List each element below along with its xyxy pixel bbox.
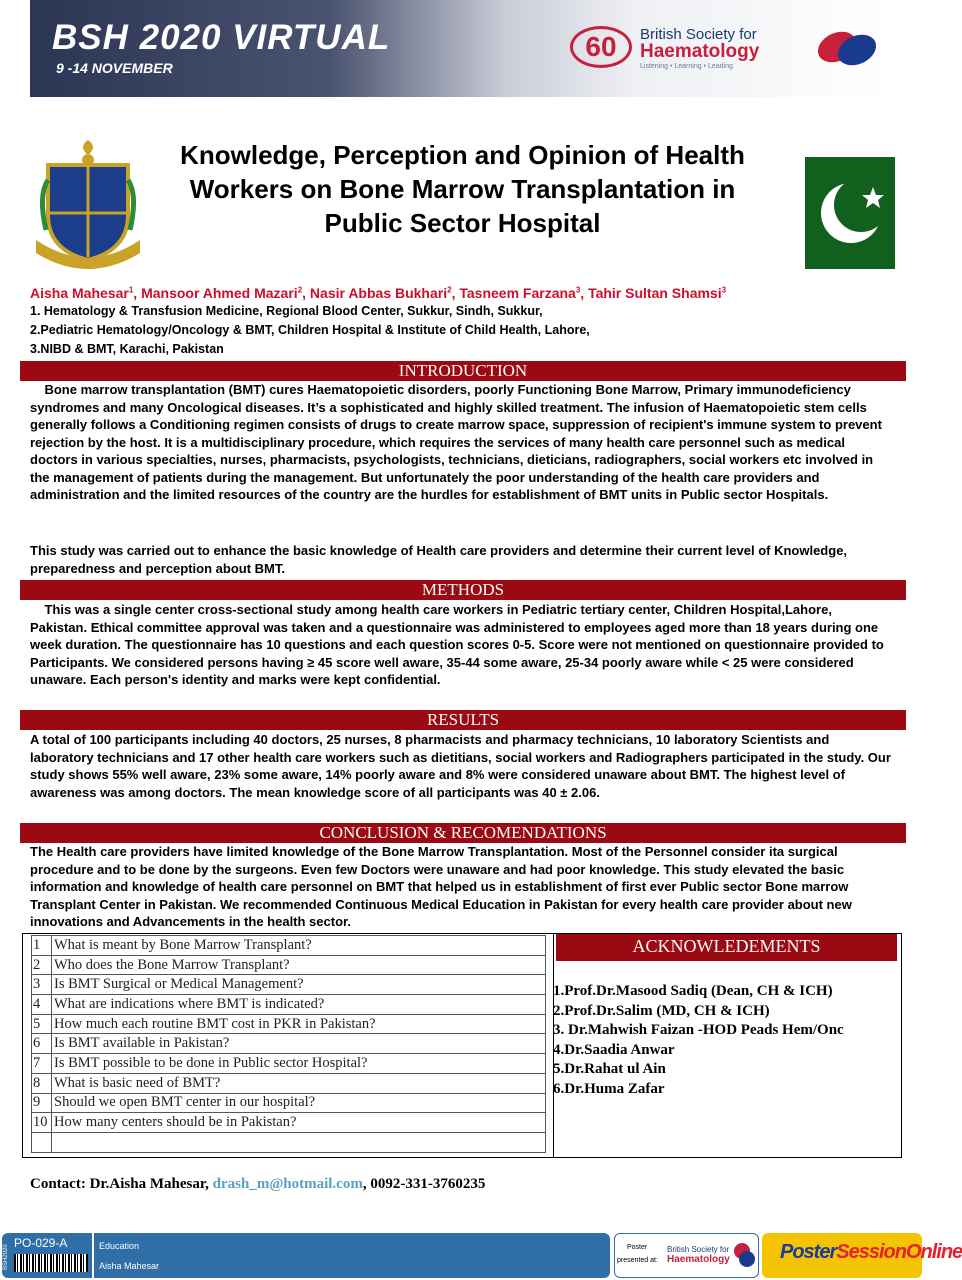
acknowledgements-list: [553, 982, 844, 1099]
results-text: A total of 100 participants including 40 doctors, 25 nurses, 8 pharmacists and pharmacy technicians, 10 laboratory Scientists and laboratory technicians and 17 other health care workers such as dietitians, social workers and Radiographers participated in the study. Our study shows 55% well aware, 23% some aware, 14% poorly aware and 8% were considered unaware about BMT. The highest level of awareness was among doctors. The mean knowledge score of all participants was 40 ± 2.06.: [30, 732, 891, 800]
question-number: 7: [32, 1054, 52, 1074]
author-sup: 1: [128, 285, 134, 295]
poster-title: Knowledge, Perception and Opinion of Health Workers on Bone Marrow Transplantation in Public Sector Hospital: [180, 140, 745, 238]
question-text: What is basic need of BMT?: [52, 1073, 546, 1093]
question-number: 3: [32, 975, 52, 995]
table-row-blank: [32, 1132, 546, 1152]
list-item: 6.Dr.Huma Zafar: [553, 1080, 665, 1097]
table-row: [32, 975, 546, 995]
footer-divider: [92, 1233, 94, 1278]
author: Tahir Sultan Shamsi: [588, 285, 722, 301]
footer-side-label: BSH2020: [3, 1244, 9, 1270]
affiliation: 3.NIBD & BMT, Karachi, Pakistan: [30, 342, 224, 356]
author: Nasir Abbas Bukhari: [309, 285, 448, 301]
results-heading: RESULTS: [20, 710, 906, 730]
contact-phone: , 0092-331-3760235: [362, 1176, 486, 1192]
introduction-aim: This study was carried out to enhance the basic knowledge of Health care providers and determine their current level of Knowledge, preparedness and perception about BMT.: [30, 543, 848, 576]
barcode-icon: [14, 1254, 88, 1272]
poster-session-online-logo[interactable]: [762, 1233, 962, 1278]
author-sup: 3: [575, 285, 581, 295]
org-tagline: Listening • Learning • Leading: [640, 63, 733, 70]
footer-bsh-logo-icon: [733, 1241, 757, 1269]
table-row: [32, 1014, 546, 1034]
conference-banner: [30, 0, 892, 97]
question-text: What are indications where BMT is indicated?: [52, 995, 546, 1015]
question-text: Who does the Bone Marrow Transplant?: [52, 955, 546, 975]
list-item: 1.Prof.Dr.Masood Sadiq (Dean, CH & ICH): [553, 983, 833, 999]
list-item: 4.Dr.Saadia Anwar: [553, 1041, 675, 1058]
footer-org-line2: Haematology: [667, 1254, 730, 1265]
poster-category: Education: [99, 1241, 140, 1251]
table-row: [32, 936, 546, 956]
pso-logo-text: [780, 1241, 962, 1264]
authors-line: Aisha Mahesar$^1$, Mansoor Ahmed Mazari$^2$, Nasir Abbas Bukhari$^2$, Tasneem Farzana$^3$, Tahir Sultan Shamsi$^3$: [30, 285, 727, 301]
question-number: 9: [32, 1093, 52, 1113]
table-cell: [32, 1132, 52, 1152]
hospital-crest-icon: [28, 135, 148, 270]
author-sup: 3: [721, 285, 727, 295]
question-number: 5: [32, 1014, 52, 1034]
author-sup: 2: [297, 285, 303, 295]
question-number: 2: [32, 955, 52, 975]
question-text: Is BMT Surgical or Medical Management?: [52, 975, 546, 995]
question-text: Is BMT available in Pakistan?: [52, 1034, 546, 1054]
pakistan-flag-icon: [775, 157, 895, 269]
event-title: BSH 2020 VIRTUAL: [52, 18, 391, 57]
methods-text: This was a single center cross-sectional study among health care workers in Pediatric tertiary center, Children Hospital,Lahore, Pakistan. Ethical committee approval was taken and a questionnaire was administered to employees aged more than 18 years during one week duration. The questionnaire has 10 questions and each question scores 0-5. Score were not mentioned on questionnaire provided to Participants. We considered persons having ≥ 45 score well aware, 35-44 some aware, 25-34 poorly aware while < 25 were considered unaware. Each person's identity and marks were kept confidential.: [30, 602, 888, 687]
org-name-line2: Haematology: [640, 41, 760, 62]
question-number: 6: [32, 1034, 52, 1054]
bsh-logo-icon: [812, 22, 882, 72]
table-row: [32, 1113, 546, 1133]
question-text: How much each routine BMT cost in PKR in Pakistan?: [52, 1014, 546, 1034]
presented-label-1: Poster: [627, 1244, 648, 1251]
author: Tasneem Farzana: [459, 285, 576, 301]
question-number: 4: [32, 995, 52, 1015]
methods-heading: METHODS: [20, 580, 906, 600]
list-item: 3. Dr.Mahwish Faizan -HOD Peads Hem/Onc: [553, 1022, 844, 1038]
table-row: [32, 1073, 546, 1093]
conclusion-heading: CONCLUSION & RECOMENDATIONS: [20, 823, 906, 843]
table-row: [32, 1054, 546, 1074]
contact-line: [30, 1176, 485, 1193]
table-row: [32, 1093, 546, 1113]
org-name-line1: British Society for: [640, 26, 757, 43]
table-row: [32, 1034, 546, 1054]
list-item: 5.Dr.Rahat ul Ain: [553, 1061, 666, 1077]
affiliation: 1. Hematology & Transfusion Medicine, Regional Blood Center, Sukkur, Sindh, Sukkur,: [30, 304, 543, 318]
poster-code: PO-029-A: [14, 1236, 68, 1250]
contact-label: Contact: Dr.Aisha Mahesar,: [30, 1176, 213, 1192]
conclusion-text: The Health care providers have limited knowledge of the Bone Marrow Transplantation. Most of the Personnel consider ita surgical procedure and to be done by the surgeons. Even few Doctors were unaware and had poor knowledge. This study elevated the basic information and knowledge of health care personnel on BMT that helped us in establishment of first ever Public sector Bone marrow Transplant Center in Pakistan. We recommended Continuous Medical Education in Pakistan for every health care provider about new innovations and Advancements in the health sector.: [30, 844, 852, 929]
poster-author: Aisha Mahesar: [99, 1261, 160, 1271]
footer-org-line1: British Society for: [667, 1245, 730, 1254]
table-row: [32, 995, 546, 1015]
event-dates: 9 -14 NOVEMBER: [56, 60, 173, 76]
acknowledgements-heading: ACKNOWLEDEMENTS: [556, 934, 897, 961]
list-item: 2.Prof.Dr.Salim (MD, CH & ICH): [553, 1002, 770, 1019]
question-number: 10: [32, 1113, 52, 1133]
author: Aisha Mahesar: [30, 285, 129, 301]
question-number: 8: [32, 1073, 52, 1093]
question-text: What is meant by Bone Marrow Transplant?: [52, 936, 546, 956]
question-text: Should we open BMT center in our hospital?: [52, 1093, 546, 1113]
table-row: [32, 955, 546, 975]
author: Mansoor Ahmed Mazari: [141, 285, 298, 301]
contact-email-link[interactable]: drash_m@hotmail.com: [212, 1176, 363, 1192]
pso-logo-word1: Poster: [780, 1241, 837, 1263]
pso-logo-word2: SessionOnline: [836, 1241, 962, 1263]
questionnaire-table: [31, 935, 546, 1153]
anniversary-badge: 60: [570, 26, 632, 68]
question-text: Is BMT possible to be done in Public sector Hospital?: [52, 1054, 546, 1074]
affiliation: 2.Pediatric Hematology/Oncology & BMT, Children Hospital & Institute of Child Health, Lahore,: [30, 323, 590, 337]
introduction-heading: INTRODUCTION: [20, 361, 906, 381]
table-cell: [52, 1132, 546, 1152]
question-number: 1: [32, 936, 52, 956]
presented-label-2: presented at:: [617, 1257, 658, 1264]
author-sup: 2: [447, 285, 452, 295]
introduction-text: Bone marrow transplantation (BMT) cures Haematopoietic disorders, poorly Functioning Bone Marrow, Primary immunodeficiency syndromes and many Oncological diseases. It’s a sophisticated and highly skilled treatment. The infusion of Haematopoietic stem cells generally follows a Conditioning regimen consists of drugs to create marrow space, suppression of recipient's immune system to prevent rejection by the host. It is a multidisciplinary procedure, which requires the services of many health care personnel such as medical doctors in various specialties, nurses, pharmacists, psychologists, technicians, dieticians, radiographers, social workers etc involved in the management of patients during the management. But unfortunately the poor understanding of the health care providers and administration and the limited resources of the country are the hurdles for establishment of BMT units in Public sector Hospitals.: [30, 382, 886, 502]
question-text: How many centers should be in Pakistan?: [52, 1113, 546, 1133]
